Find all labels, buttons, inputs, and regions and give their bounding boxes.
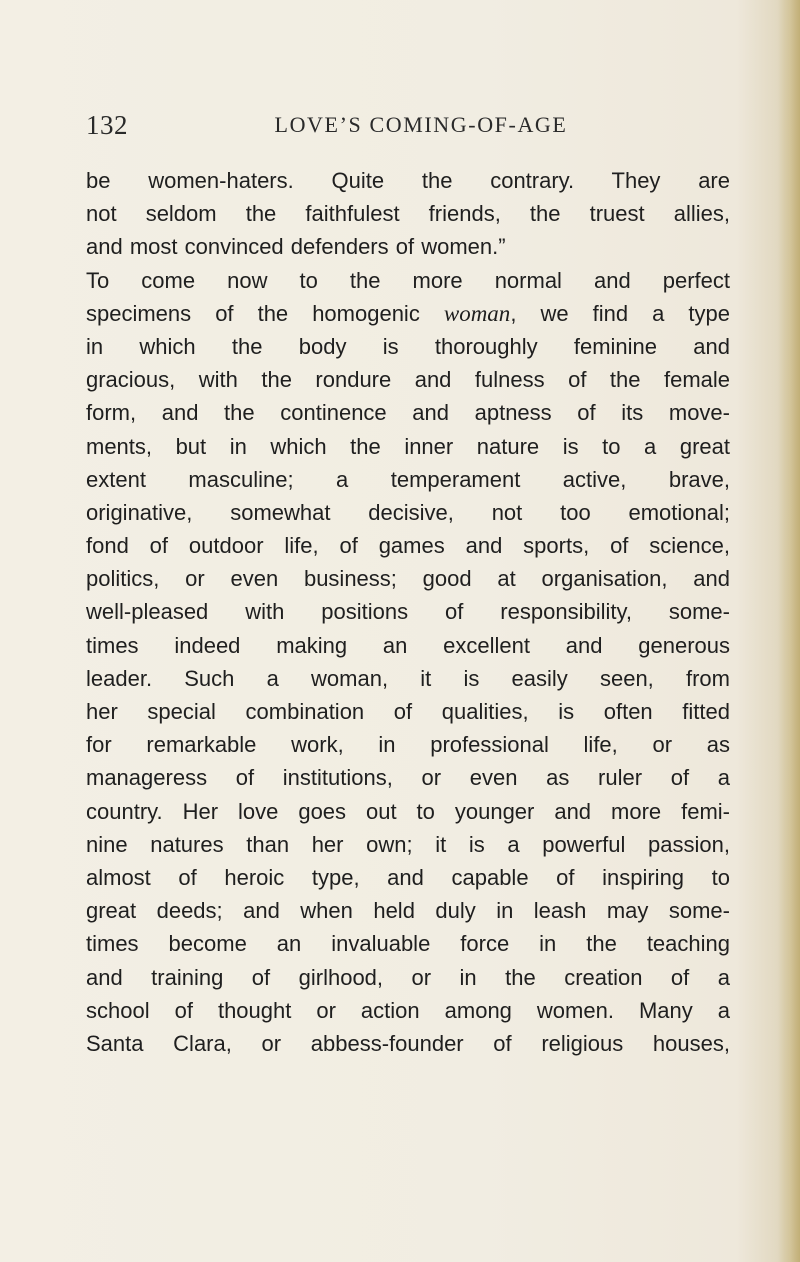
text-line: ments, but in which the inner nature is to a great xyxy=(86,433,730,459)
text-line: well-pleased with positions of responsibility, some- xyxy=(86,599,730,625)
text-line: be women-haters. Quite the contrary. They are xyxy=(86,168,730,193)
page-edge-shading xyxy=(778,0,800,1262)
text-line: manageress of institutions, or even as ruler of a xyxy=(86,765,730,791)
running-head: LOVE’S COMING-OF-AGE xyxy=(274,112,568,137)
text-line: form, and the continence and aptness of its move- xyxy=(86,400,730,426)
text-line: gracious, with the rondure and fulness of the female xyxy=(86,367,730,393)
text-line: almost of heroic type, and capable of inspiring to xyxy=(86,864,730,890)
text-line: in which the body is thoroughly feminine and xyxy=(86,333,730,359)
text-line: specimens of the homogenic woman, we find a type xyxy=(86,300,730,326)
text-line: leader. Such a woman, it is easily seen, from xyxy=(86,665,730,691)
text-line: and training of girlhood, or in the creation of a xyxy=(86,964,730,990)
text-line: nine natures than her own; it is a powerful passion, xyxy=(86,831,730,857)
text-line: To come now to the more normal and perfect xyxy=(86,267,730,293)
text-line: politics, or even business; good at organisation, and xyxy=(86,566,730,592)
text-line: Santa Clara, or abbess-founder of religious houses, xyxy=(86,1030,730,1056)
italic-word: woman xyxy=(443,300,511,326)
text-line: for remarkable work, in professional life, or as xyxy=(86,732,730,758)
text-line: country. Her love goes out to younger and more femi- xyxy=(86,798,730,824)
text-line: school of thought or action among women. Many a xyxy=(86,997,730,1023)
page-header xyxy=(86,110,716,150)
page-number: 132 xyxy=(86,110,128,140)
text-line: and most convinced defenders of women.” xyxy=(86,234,506,260)
text-line: fond of outdoor life, of games and sports, of science, xyxy=(86,533,730,559)
text-line: her special combination of qualities, is often fitted xyxy=(86,699,730,724)
text-line: extent masculine; a temperament active, brave, xyxy=(86,466,730,492)
text-line: originative, somewhat decisive, not too emotional; xyxy=(86,499,730,525)
body-text xyxy=(86,164,730,1060)
text-line: not seldom the faithfulest friends, the truest allies, xyxy=(86,201,730,227)
text-line: times become an invaluable force in the teaching xyxy=(86,931,730,957)
text-line: great deeds; and when held duly in leash may some- xyxy=(86,898,730,924)
text-line: times indeed making an excellent and generous xyxy=(86,632,730,658)
